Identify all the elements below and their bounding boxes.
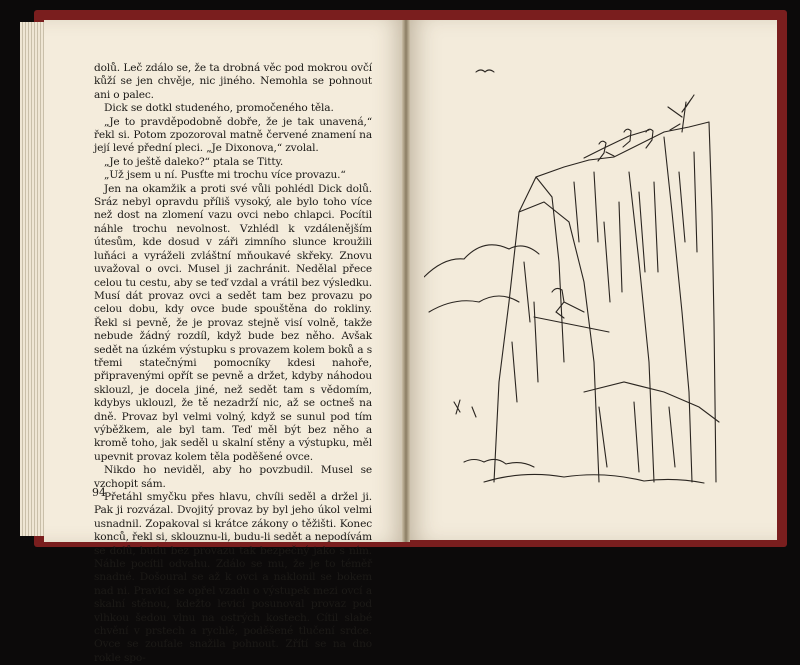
paragraph: dolů. Leč zdálo se, že ta drobná věc pod mokrou ovčí kůží se jen chvěje, nic jiného. Nemohla se pohnout ani o palec. (94, 62, 372, 101)
page-edges (20, 22, 44, 536)
paragraph: Dick se dotkl studeného, promočeného těla. (104, 102, 334, 115)
page-number: 94 (92, 486, 106, 499)
paragraph: Jen na okamžik a proti své vůli pohlédl Dick dolů. Sráz nebyl opravdu příliš vysoký, ale bylo toho více než dost na zlomení vazu ovci nebo chlapci. Pocítil náhle trochu nevolnost. Vzhlédl k vzdálenějším útesům, kde dosud v záři zimního slunce kroužili luňáci a vyráželi zvláštní mňoukavé skřeky. Znovu uvažoval o ovci. Musel ji zachránit. Nedělal přece celou tu cestu, aby se teď vzdal a vrátil bez výsledku. Musí dát provaz ovci a sedět tam bez provazu po celou dobu, kdy ovce bude spouštěna do rokliny. Řekl si pevně, že je provaz stejně visí volně, takže nebude žádný rozdíl, když bude bez něho. Avšak sedět na úzkém výstupku s provazem kolem boků a s třemi statečnými pomocníky kdesi nahoře, připravenými opřít se pevně a držet, kdyby náhodou sklouzl, je docela jiné, než sedět tam s vědomím, kdybys uklouzl, že tě nezadrží nic, až se octneš na dně. Provaz byl velmi volný, když se sunul pod tím výběžkem, ale byl tam. Teď měl být bez něho a kromě toho, jak seděl u skalní stěny a výstupku, měl upevnit provaz kolem těla poděšené ovce. (94, 182, 372, 463)
book-gutter (402, 20, 410, 542)
paragraph: „Je to pravděpodobně dobře, že je tak unavená,“ řekl si. Potom zpozoroval matně červené znamení na její levé přední pleci. „Je Dixonova,“ zvolal. (94, 115, 372, 155)
paragraph: Přetáhl smyčku přes hlavu, chvíli seděl a držel ji. Pak ji rozvázal. Dvojitý provaz by byl jeho úkol velmi usnadnil. Zopakoval si krátce zákony o těžišti. Konec konců, řekl si, sklouznu-li, budu-li sedět a nepodívám se dolů, budu bez provazu tak bezpečný jako s ním. Náhle pocítil odvahu. Zdálo se mu, že je to téměř snadné. Došoural se až k ovci a naklonil se bokem nad ni. Pravicí se opřel vzadu o výstupek mezi ovcí a skalní stěnou, kdežto levicí posunoval provaz pod vlhkou šedou vlnu na ostrých kostech. Cítil slabé chvění v prstech a rychlé, poděšené tlučení srdce. Ovce se zoufale snažila pohnout. Zřítí se na dno rokle spo- (94, 491, 372, 664)
cliff-illustration (424, 62, 724, 502)
paragraph: „Už jsem u ní. Pusťte mi trochu více provazu.“ (104, 169, 346, 182)
paragraph: „Je to ještě daleko?“ ptala se Titty. (104, 155, 284, 168)
paragraph: Nikdo ho neviděl, aby ho povzbudil. Musel se vzchopit sám. (94, 464, 372, 490)
left-page-text (94, 62, 372, 665)
